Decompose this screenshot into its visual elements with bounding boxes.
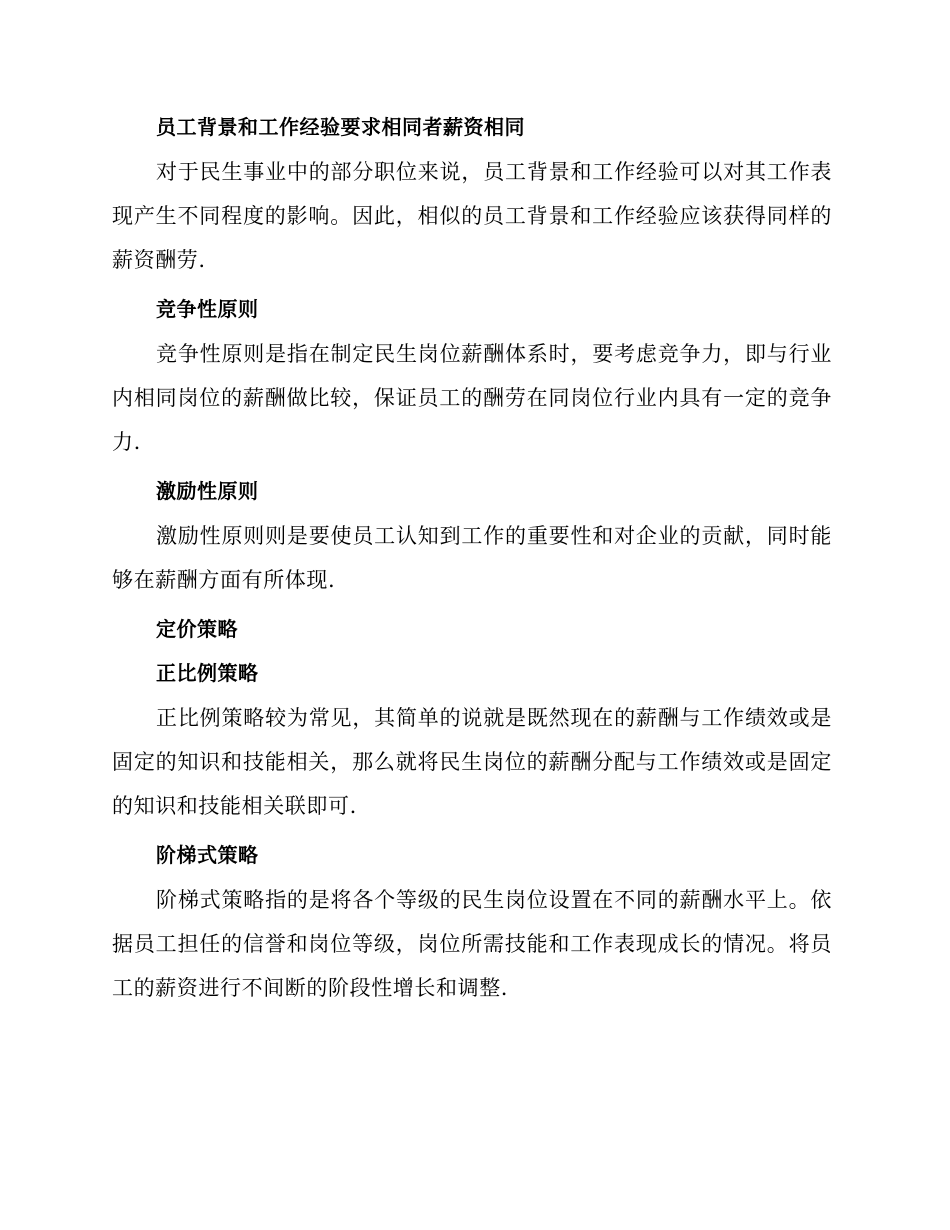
section-heading-competitive: 竞争性原则 xyxy=(156,297,259,321)
section-heading-tiered: 阶梯式策略 xyxy=(156,843,259,867)
section-body-proportional: 正比例策略较为常见，其简单的说就是既然现在的薪酬与工作绩效或是固定的知识和技能相关，那么就将民生岗位的薪酬分配与工作绩效或是固定的知识和技能相关联即可. xyxy=(112,706,832,818)
section-body-incentive: 激励性原则则是要使员工认知到工作的重要性和对企业的贡献，同时能够在薪酬方面有所体现. xyxy=(112,524,832,592)
section-heading-equal-pay: 员工背景和工作经验要求相同者薪资相同 xyxy=(156,115,525,139)
section-heading-incentive: 激励性原则 xyxy=(156,479,259,503)
section-body-tiered: 阶梯式策略指的是将各个等级的民生岗位设置在不同的薪酬水平上。依据员工担任的信誉和岗位等级，岗位所需技能和工作表现成长的情况。将员工的薪资进行不间断的阶段性增长和调整. xyxy=(112,888,832,1000)
section-body-equal-pay: 对于民生事业中的部分职位来说，员工背景和工作经验可以对其工作表现产生不同程度的影响。因此，相似的员工背景和工作经验应该获得同样的薪资酬劳. xyxy=(112,160,832,272)
section-heading-proportional: 正比例策略 xyxy=(156,661,259,685)
section-heading-pricing-strategy: 定价策略 xyxy=(156,617,238,641)
document-page xyxy=(112,106,832,1016)
section-body-competitive: 竞争性原则是指在制定民生岗位薪酬体系时，要考虑竞争力，即与行业内相同岗位的薪酬做比较，保证员工的酬劳在同岗位行业内具有一定的竞争力. xyxy=(112,342,832,454)
